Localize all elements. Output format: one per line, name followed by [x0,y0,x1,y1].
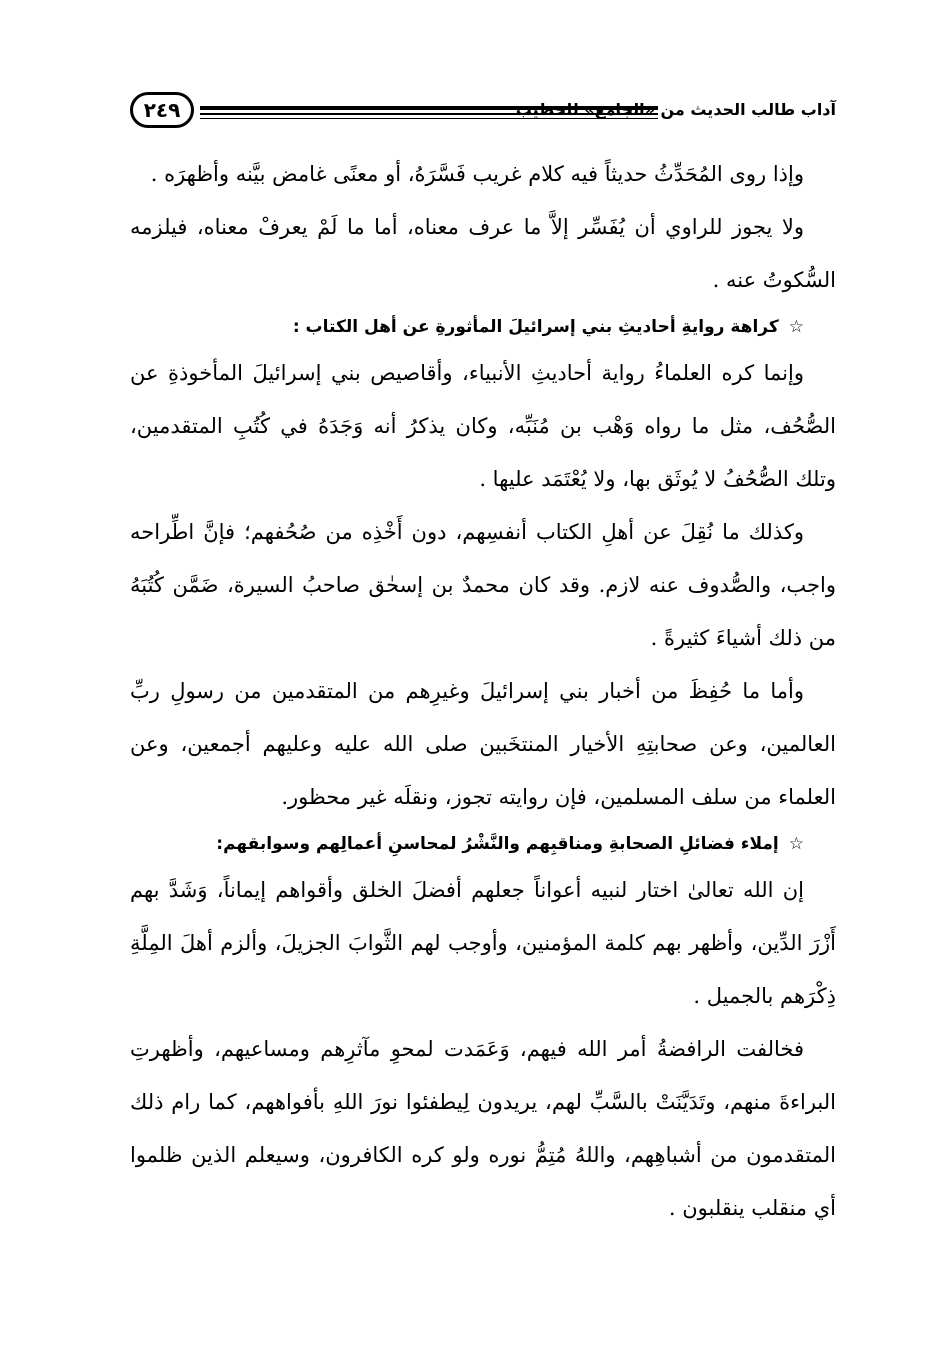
paragraph-6: إن الله تعالىٰ اختار لنبيه أعواناً جعلهم أفضلَ الخلق وأقواهم إيماناً، وَشَدَّ بهم أَزْرَ الدِّين، وأظهر بهم كلمة المؤمنين، وأوجب لهم الثَّوابَ الجزيلَ، وألزم أهلَ المِلَّةِ ذِكْرَهم بالجميل . [130,878,836,1008]
paragraph-7: فخالفت الرافضةُ أمر الله فيهم، وَعَمَدت لمحوِ مآثرِهم ومساعيهم، وأظهرتِ البراءةَ منهم، وتَدَيَّنَتْ بالسَّبِّ لهم، يريدون لِيطفئوا نورَ اللهِ بأفواههم، كما رام ذلك المتقدمون من أشباهِهم، واللهُ مُتِمُّ نوره ولو كره الكافرون، وسيعلم الذين ظلموا أي منقلب ينقلبون . [130,1037,836,1220]
running-title: آداب طالب الحديث من «الجامع» للخطيب [515,100,836,119]
section-heading-1-text: كراهة روايةِ أحاديثِ بني إسرائيلَ المأثورةِ عن أهل الكتاب : [292,317,779,337]
page-number-frame [130,92,194,128]
page-number: ٢٤٩ [143,98,181,122]
star-icon: ☆ [788,317,804,337]
star-icon: ☆ [788,834,804,854]
paragraph-1: وإذا روى المُحَدِّثُ حديثاً فيه كلام غريب فَسَّرَهُ، أو معنًى غامض بيَّنه وأظهرَه . [150,162,804,186]
section-heading-2-text: إملاء فضائلِ الصحابةِ ومناقبِهم والنَّشْرُ لمحاسنِ أعمالِهم وسوابقهم: [216,834,779,854]
section-heading-2 [130,824,836,864]
page-header [130,92,836,132]
page-body [130,148,836,1235]
paragraph-2: ولا يجوز للراوي أن يُفَسِّر إلاَّ ما عرف معناه، أما ما لَمْ يعرفْ معناه، فيلزمه السُّكوتُ عنه . [130,215,836,292]
paragraph-3: وإنما كره العلماءُ رواية أحاديثِ الأنبياء، وأقاصيص بني إسرائيلَ المأخوذةِ عن الصُّحُف، مثل ما رواه وَهْب بن مُنَبِّه، وكان يذكرُ أنه وَجَدَهُ في كُتُبِ المتقدمين، وتلك الصُّحُفُ لا يُوثَق بها، ولا يُعْتَمَد عليها . [130,361,836,491]
section-heading-1 [130,307,836,347]
paragraph-5: وأما ما حُفِظَ من أخبار بني إسرائيلَ وغيرِهم من المتقدمين من رسولِ ربِّ العالمين، وعن صحابتِهِ الأخيار المنتخَبين صلى الله عليه وعليهم أجمعين، وعن العلماء من سلف المسلمين، فإن روايته تجوز، ونقلَه غير محظور. [130,679,836,809]
paragraph-4: وكذلك ما نُقِلَ عن أهلِ الكتاب أنفسِهم، دون أَخْذِه من صُحُفهم؛ فإنَّ اطِّراحه واجب، والصُّدوف عنه لازم. وقد كان محمدٌ بن إسحٰق صاحبُ السيرة، ضَمَّن كُتُبَهُ من ذلك أشياءَ كثيرةً . [130,520,836,650]
